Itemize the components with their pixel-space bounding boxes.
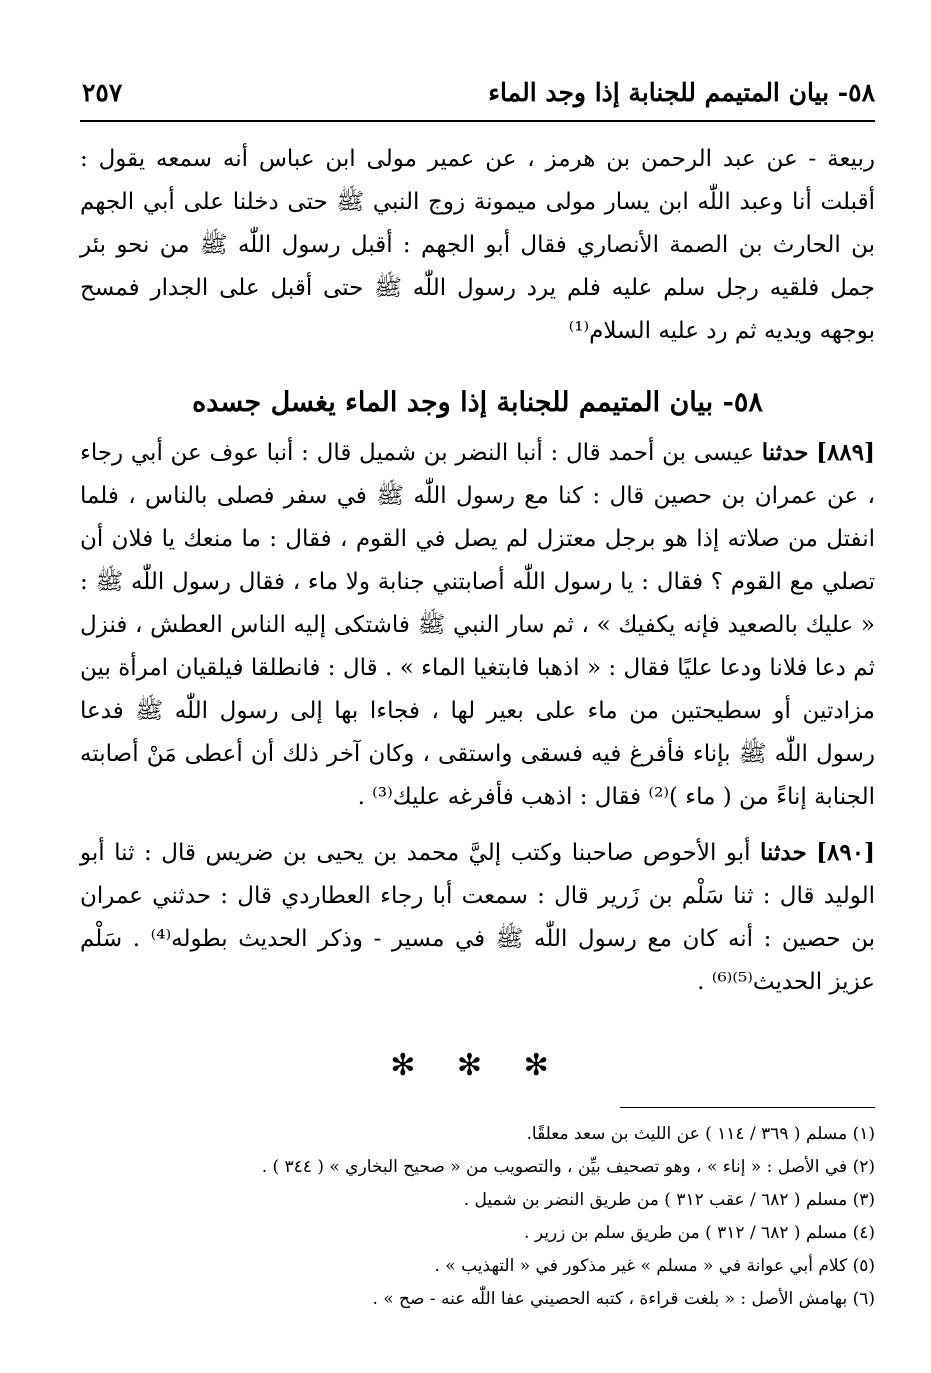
footnote: (٢) في الأصل : « إناء » ، وهو تصحيف بيِّن ، والتصويب من « صحيح البخاري » ( ٣٤٤ ) .	[261, 1157, 875, 1177]
footnote: (٦) بهامش الأصل : « بلغت قراءة ، كتبه الحصيني عفا اللّٰه عنه - صح » .	[372, 1289, 875, 1309]
hadith-text: عيسى بن أحمد قال : أنبا النضر بن شميل قال : أنبا عوف عن أبي رجاء ، عن عمران بن حصين قال : كنا مع رسول اللّٰه ﷺ في سفر فصلى بالناس ، فلما انفتل من صلاته إذا هو برجل معتزل لم يصل في القوم ، فقال : ما منعك يا فلان أن تصلي مع القوم ؟ فقال : يا رسول اللّٰه أصابتني جنابة ولا ماء ، فقال رسول اللّٰه ﷺ : « عليك بالصعيد فإنه يكفيك » ، ثم سار النبي ﷺ فاشتكى إليه الناس العطش ، فنزل ثم دعا فلانا ودعا عليًا فقال : « اذهبا فابتغيا الماء » . قال : فانطلقا فيلقيان امرأة بين مزادتين أو سطيحتين من ماء على بعير لها ، فجاءا بها إلى رسول اللّٰه ﷺ فدعا رسول اللّٰه ﷺ بإناء فأفرغ فيه فسقى واستقى ، وكان آخر ذلك أن أعطى مَنْ أصابته الجنابة إناءً من ( ماء )⁽²⁾ فقال : اذهب فأفرغه عليك⁽³⁾ .	[80, 440, 876, 810]
section-separator: ✻ ✻ ✻	[390, 1048, 565, 1083]
chapter-title: ٥٨- بيان المتيمم للجنابة إذا وجد الماء	[488, 78, 875, 107]
running-header	[80, 60, 875, 122]
footnote: (٣) مسلم ( ٦٨٢ / عقب ٣١٢ ) من طريق النضر بن شميل .	[463, 1190, 875, 1210]
hadith-lead: حدثنا	[760, 839, 807, 866]
hadith-lead: حدثنا	[761, 439, 809, 466]
footnote: (١) مسلم ( ٣٦٩ / ١١٤ ) عن الليث بن سعد معلقًا.	[526, 1124, 875, 1144]
footnotes-list	[80, 1118, 875, 1316]
hadith-889	[80, 431, 875, 819]
hadith-number: [٨٩٠]	[816, 839, 875, 866]
footnote-rule	[620, 1107, 875, 1108]
hadith-890	[80, 831, 875, 1004]
hadith-number: [٨٨٩]	[816, 439, 876, 466]
hadith-text: أبو الأحوص صاحبنا وكتب إليَّ محمد بن يحيى بن ضريس قال : ثنا أبو الوليد قال : ثنا سَلْم بن زَرير قال : سمعت أبا رجاء العطاردي قال : حدثني عمران بن حصين : أنه كان مع رسول اللّٰه ﷺ في مسير - وذكر الحديث بطوله⁽⁴⁾ . سَلْم عزيز الحديث⁽⁵⁾⁽⁶⁾ .	[80, 840, 875, 995]
book-page	[80, 60, 875, 1316]
footnote: (٥) كلام أبي عوانة في « مسلم » غير مذكور في « التهذيب » .	[434, 1256, 875, 1276]
footnote: (٤) مسلم ( ٦٨٢ / ٣١٢ ) من طريق سلم بن زرير .	[524, 1223, 875, 1243]
section-heading: ٥٨- بيان المتيمم للجنابة إذا وجد الماء يغسل جسده	[192, 387, 763, 418]
page-number: ٢٥٧	[82, 78, 123, 107]
intro-paragraph: ربيعة - عن عبد الرحمن بن هرمز ، عن عمير مولى ابن عباس أنه سمعه يقول : أقبلت أنا وعبد اللّٰه ابن يسار مولى ميمونة زوج النبي ﷺ حتى دخلنا على أبي الجهم بن الحارث بن الصمة الأنصاري فقال أبو الجهم : أقبل رسول اللّٰه ﷺ من نحو بئر جمل فلقيه رجل سلم عليه فلم يرد رسول اللّٰه ﷺ حتى أقبل على الجدار فمسح بوجهه ويديه ثم رد عليه السلام⁽¹⁾	[80, 146, 875, 344]
